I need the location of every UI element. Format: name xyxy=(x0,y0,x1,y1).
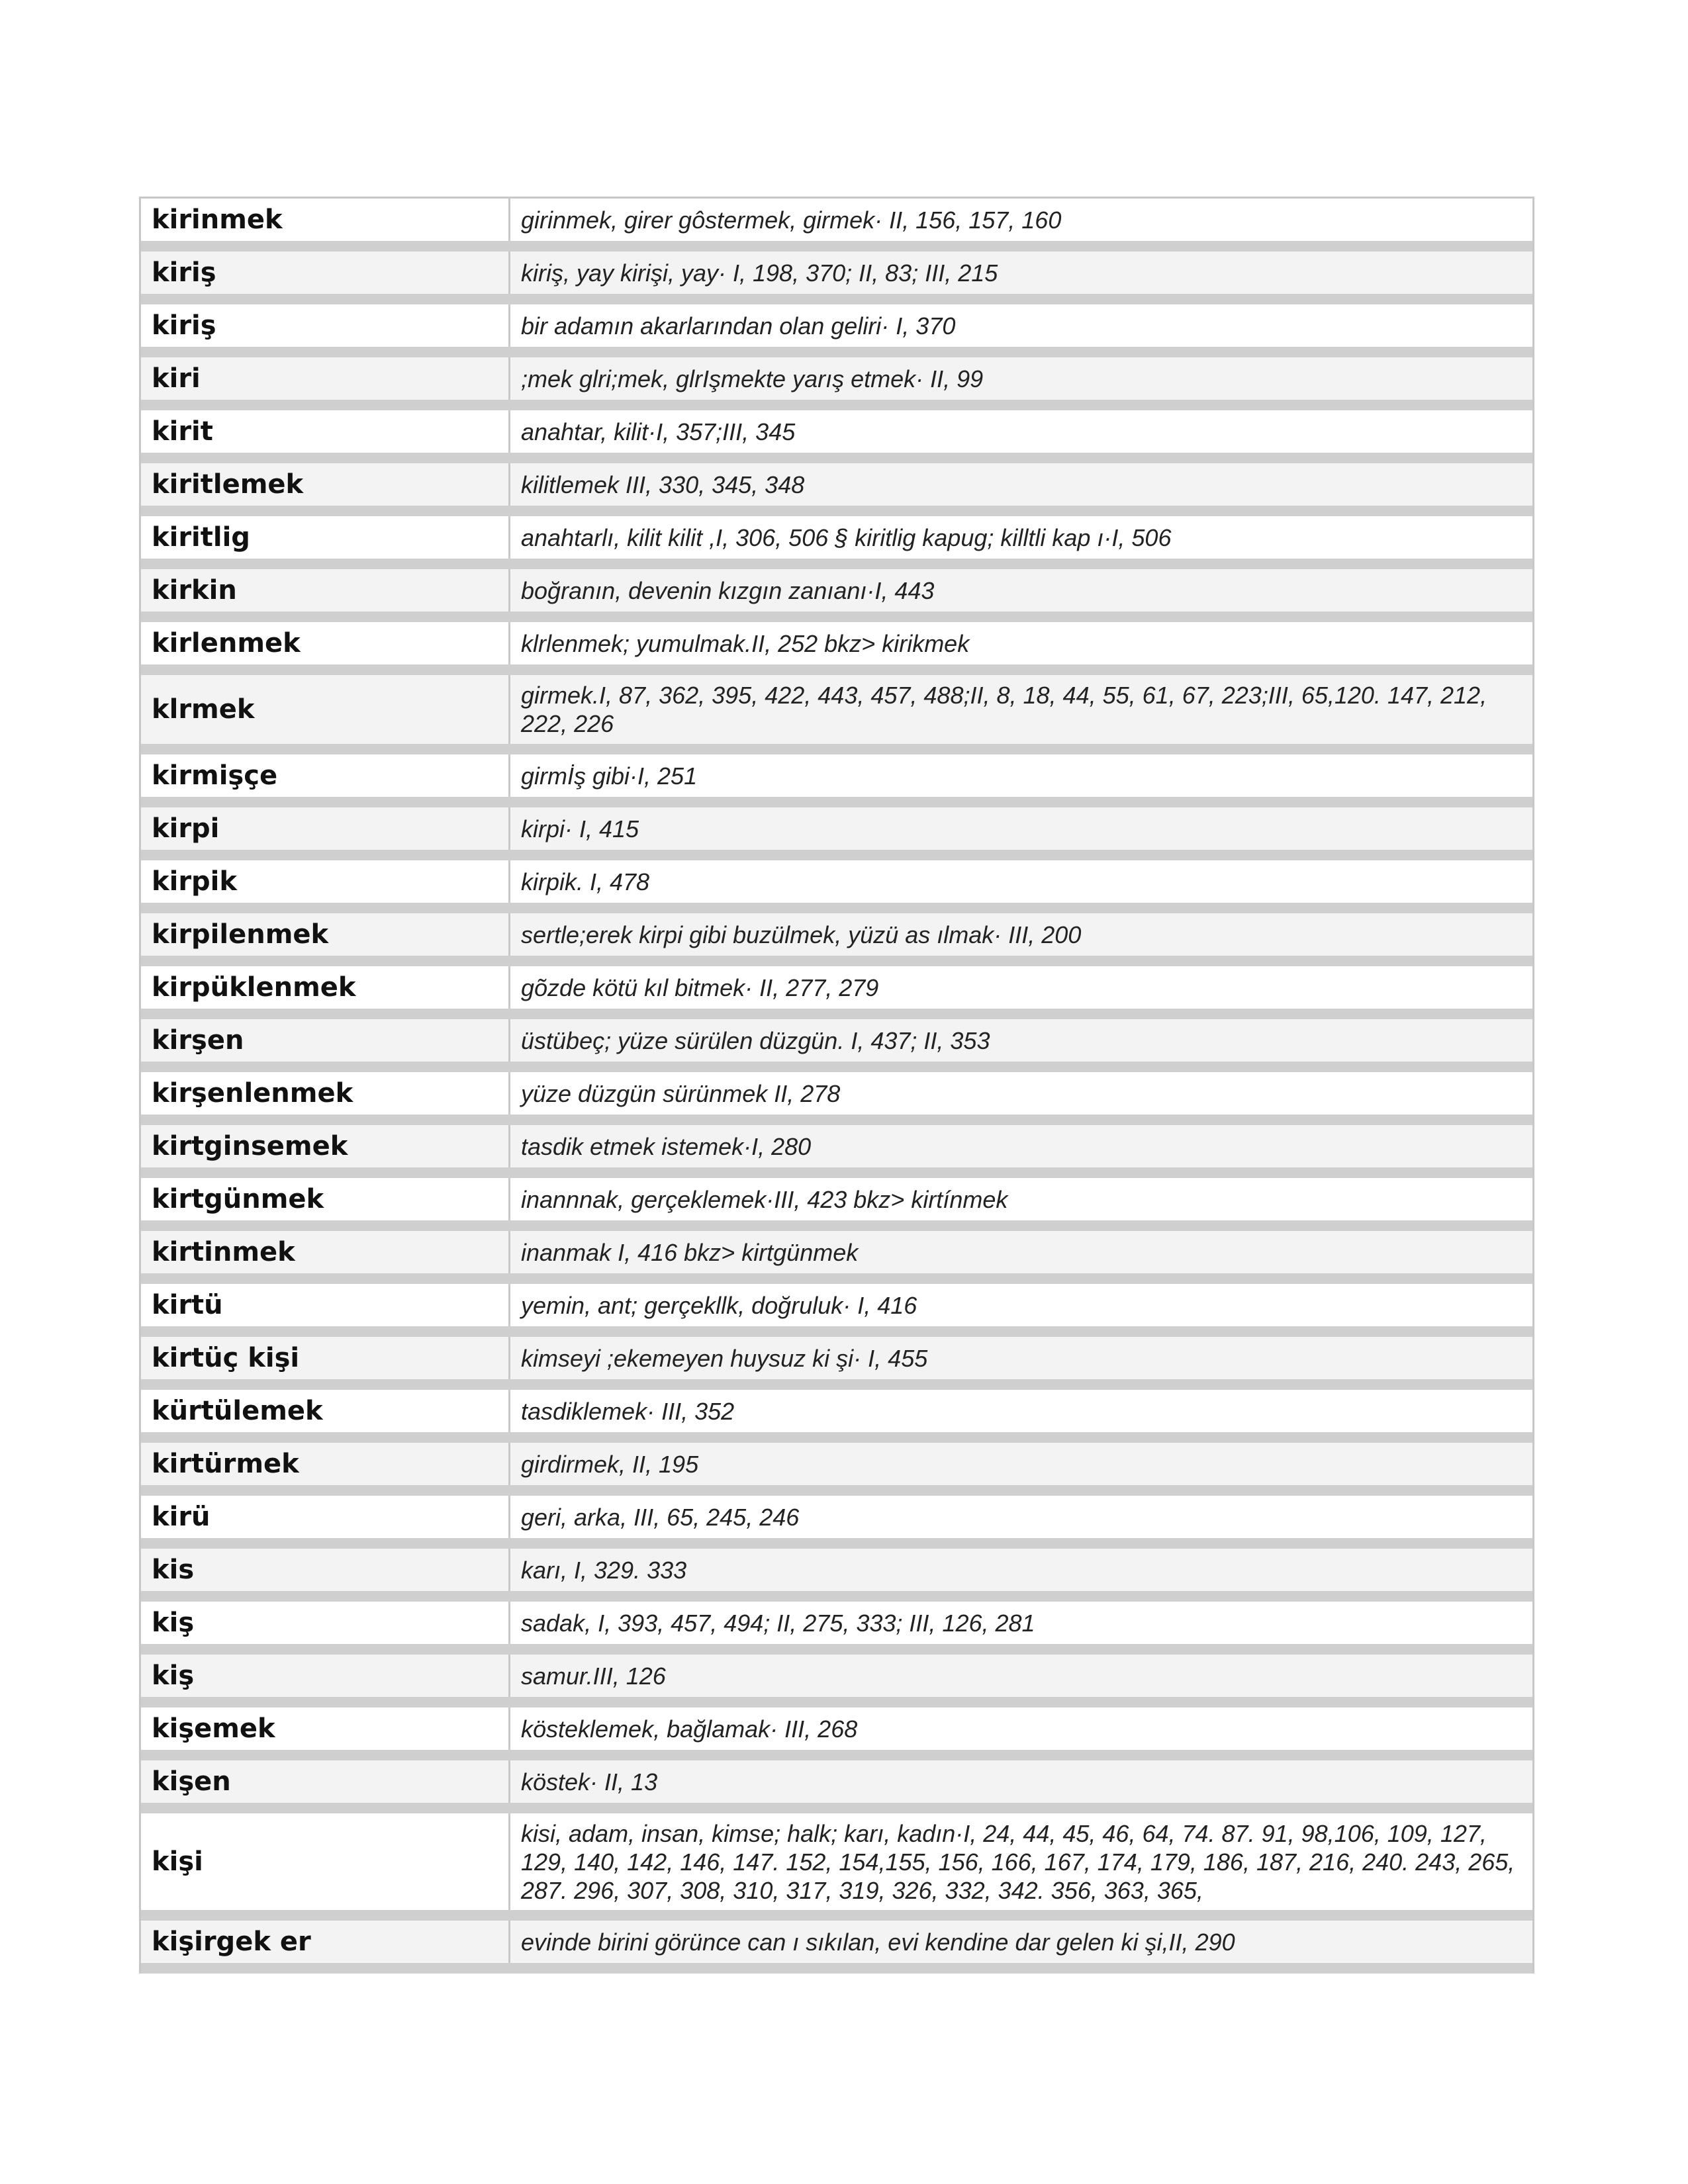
table-row xyxy=(141,1707,1532,1760)
term-cell: kiş xyxy=(141,1655,510,1697)
table-row xyxy=(141,516,1532,569)
table-row xyxy=(141,251,1532,304)
definition-cell: tasdik etmek istemek·I, 280 xyxy=(510,1125,1532,1167)
table-row xyxy=(141,1231,1532,1284)
definition-cell: yemin, ant; gerçekllk, doğruluk· I, 416 xyxy=(510,1284,1532,1326)
table-row xyxy=(141,675,1532,754)
definition-cell: sertle;erek kirpi gibi buzülmek, yüzü as ılmak· III, 200 xyxy=(510,913,1532,956)
definition-cell: kirpik. I, 478 xyxy=(510,860,1532,903)
table-row xyxy=(141,1921,1532,1974)
table-row xyxy=(141,1284,1532,1337)
term-cell: kirtü xyxy=(141,1284,510,1326)
term-cell: kiş xyxy=(141,1602,510,1644)
definition-cell: kilitlemek III, 330, 345, 348 xyxy=(510,463,1532,506)
term-cell: kişen xyxy=(141,1760,510,1803)
definition-cell: kösteklemek, bağlamak· III, 268 xyxy=(510,1707,1532,1750)
definition-cell: köstek· II, 13 xyxy=(510,1760,1532,1803)
definition-cell: karı, I, 329. 333 xyxy=(510,1549,1532,1591)
table-row xyxy=(141,860,1532,913)
table-row xyxy=(141,1602,1532,1655)
term-cell: kis xyxy=(141,1549,510,1591)
term-cell: kirlenmek xyxy=(141,622,510,664)
table-row xyxy=(141,1072,1532,1125)
table-row xyxy=(141,1178,1532,1231)
definition-cell: tasdiklemek· III, 352 xyxy=(510,1390,1532,1432)
table-row xyxy=(141,1125,1532,1178)
definition-cell: yüze düzgün sürünmek II, 278 xyxy=(510,1072,1532,1115)
term-cell: kirşen xyxy=(141,1019,510,1062)
table-row xyxy=(141,357,1532,410)
definition-cell: geri, arka, III, 65, 245, 246 xyxy=(510,1496,1532,1538)
term-cell: kiritlemek xyxy=(141,463,510,506)
definition-cell: kimseyi ;ekemeyen huysuz ki şi· I, 455 xyxy=(510,1337,1532,1379)
table-row xyxy=(141,1443,1532,1496)
term-cell: kiriş xyxy=(141,304,510,347)
definition-cell: inannnak, gerçeklemek·III, 423 bkz> kirtínmek xyxy=(510,1178,1532,1220)
term-cell: kirü xyxy=(141,1496,510,1538)
definition-cell: boğranın, devenin kızgın zanıanı·I, 443 xyxy=(510,569,1532,612)
definition-cell: inanmak I, 416 bkz> kirtgünmek xyxy=(510,1231,1532,1273)
term-cell: kirtüç kişi xyxy=(141,1337,510,1379)
definition-cell: klrlenmek; yumulmak.II, 252 bkz> kirikmek xyxy=(510,622,1532,664)
table-row xyxy=(141,1337,1532,1390)
table-row xyxy=(141,1390,1532,1443)
table-row xyxy=(141,1655,1532,1707)
definition-cell: anahtar, kilit·I, 357;III, 345 xyxy=(510,410,1532,453)
definition-cell: girdirmek, II, 195 xyxy=(510,1443,1532,1485)
definition-cell: girmİş gibi·I, 251 xyxy=(510,754,1532,797)
table-row xyxy=(141,1549,1532,1602)
term-cell: kirpüklenmek xyxy=(141,966,510,1009)
table-row xyxy=(141,1019,1532,1072)
table-row xyxy=(141,569,1532,622)
term-cell: kiriş xyxy=(141,251,510,294)
table-row xyxy=(141,807,1532,860)
table-row xyxy=(141,199,1532,251)
term-cell: kirpi xyxy=(141,807,510,850)
table-row xyxy=(141,966,1532,1019)
definition-cell: kisi, adam, insan, kimse; halk; karı, kadın·I, 24, 44, 45, 46, 64, 74. 87. 91, 98,106, 109, 127, 129, 140, 142, 146, 147. 152, 154,155, 156, 166, 167, 174, 179, 186, 187, 216, 240. 243, 265, 287. 296, 307, 308, 310, 317, 319, 326, 332, 342. 356, 363, 365, xyxy=(510,1813,1532,1910)
definition-cell: bir adamın akarlarından olan geliri· I, 370 xyxy=(510,304,1532,347)
table-row xyxy=(141,913,1532,966)
term-cell: kişemek xyxy=(141,1707,510,1750)
definition-cell: girinmek, girer gôstermek, girmek· II, 156, 157, 160 xyxy=(510,199,1532,241)
term-cell: kirmişçe xyxy=(141,754,510,797)
term-cell: klrmek xyxy=(141,675,510,744)
table-row xyxy=(141,1813,1532,1921)
term-cell: kirtinmek xyxy=(141,1231,510,1273)
definition-cell: üstübeç; yüze sürülen düzgün. I, 437; II, 353 xyxy=(510,1019,1532,1062)
table-row xyxy=(141,304,1532,357)
term-cell: kirpilenmek xyxy=(141,913,510,956)
term-cell: kirtürmek xyxy=(141,1443,510,1485)
definition-cell: girmek.I, 87, 362, 395, 422, 443, 457, 488;II, 8, 18, 44, 55, 61, 67, 223;III, 65,120. 147, 212, 222, 226 xyxy=(510,675,1532,744)
table-row xyxy=(141,622,1532,675)
term-cell: kişirgek er xyxy=(141,1921,510,1963)
term-cell: kişi xyxy=(141,1813,510,1910)
term-cell: kirşenlenmek xyxy=(141,1072,510,1115)
definition-cell: kirpi· I, 415 xyxy=(510,807,1532,850)
glossary-table xyxy=(139,197,1534,1974)
term-cell: kürtülemek xyxy=(141,1390,510,1432)
term-cell: kirpik xyxy=(141,860,510,903)
table-row xyxy=(141,463,1532,516)
definition-cell: gõzde kötü kıl bitmek· II, 277, 279 xyxy=(510,966,1532,1009)
definition-cell: anahtarlı, kilit kilit ,I, 306, 506 § kiritlig kapug; killtli kap ı·I, 506 xyxy=(510,516,1532,559)
definition-cell: samur.III, 126 xyxy=(510,1655,1532,1697)
table-row xyxy=(141,1496,1532,1549)
definition-cell: ;mek glri;mek, glrIşmekte yarış etmek· II, 99 xyxy=(510,357,1532,400)
term-cell: kirtginsemek xyxy=(141,1125,510,1167)
term-cell: kirkin xyxy=(141,569,510,612)
term-cell: kirinmek xyxy=(141,199,510,241)
definition-cell: kiriş, yay kirişi, yay· I, 198, 370; II, 83; III, 215 xyxy=(510,251,1532,294)
table-row xyxy=(141,1760,1532,1813)
definition-cell: sadak, I, 393, 457, 494; II, 275, 333; III, 126, 281 xyxy=(510,1602,1532,1644)
term-cell: kiritlig xyxy=(141,516,510,559)
table-row xyxy=(141,410,1532,463)
definition-cell: evinde birini görünce can ı sıkılan, evi kendine dar gelen ki şi,II, 290 xyxy=(510,1921,1532,1963)
term-cell: kirit xyxy=(141,410,510,453)
table-row xyxy=(141,754,1532,807)
term-cell: kiri xyxy=(141,357,510,400)
term-cell: kirtgünmek xyxy=(141,1178,510,1220)
